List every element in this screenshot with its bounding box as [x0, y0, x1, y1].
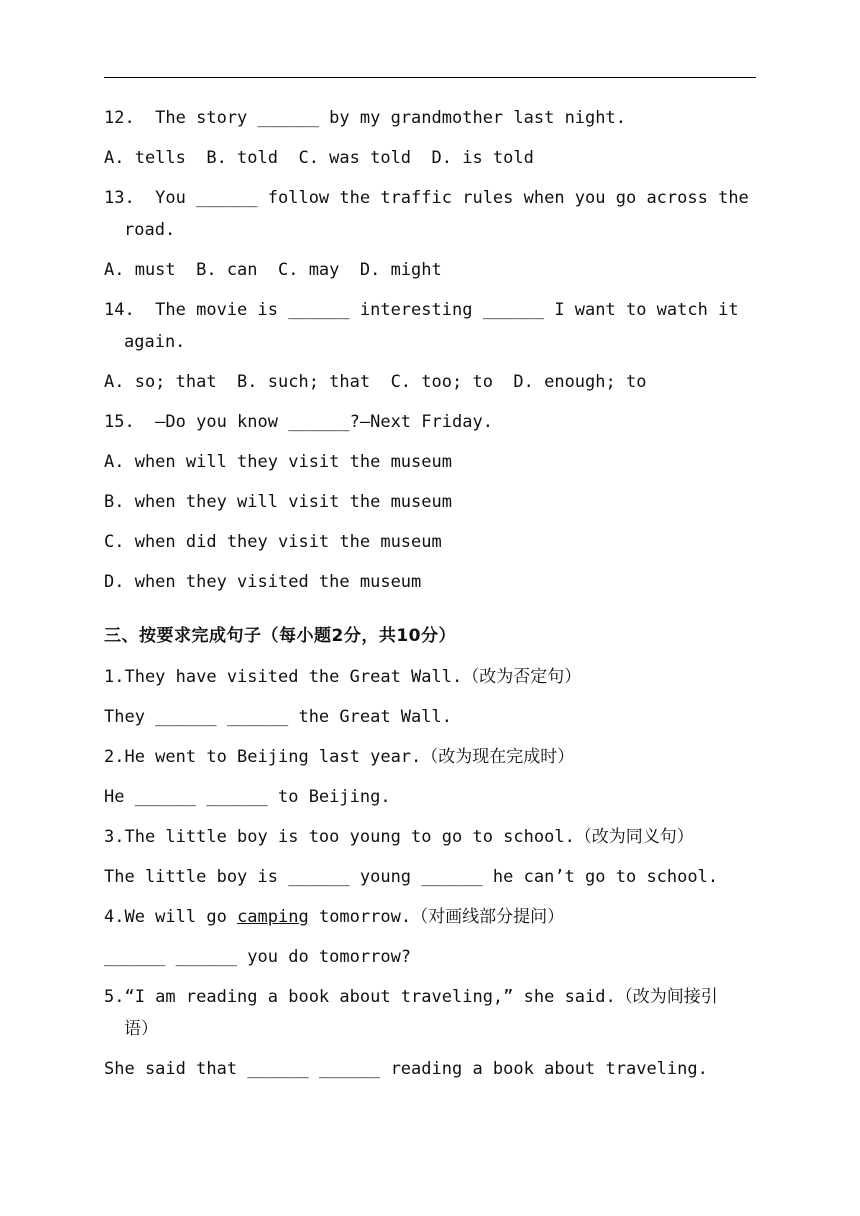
s5-question-continued: 语） — [124, 1019, 158, 1039]
q15-option-c: C. when did they visit the museum — [104, 532, 442, 552]
q13-stem: 13. You ______ follow the traffic rules when you go across the — [104, 188, 749, 208]
q15-option-d: D. when they visited the museum — [104, 572, 422, 592]
s3-question: 3.The little boy is too young to go to school.（改为同义句） — [104, 827, 694, 847]
header-rule — [104, 77, 756, 78]
s2-answer-line: He ______ ______ to Beijing. — [104, 787, 391, 807]
q13-stem-continued: road. — [124, 220, 176, 240]
q14-options: A. so; that B. such; that C. too; to D. enough; to — [104, 372, 647, 392]
q12-options: A. tells B. told C. was told D. is told — [104, 148, 534, 168]
s4-question-start: 4.We will go — [104, 907, 238, 927]
q15-stem: 15. —Do you know ______?—Next Friday. — [104, 412, 493, 432]
q15-option-a: A. when will they visit the museum — [104, 452, 452, 472]
s4-underlined-word: camping — [237, 907, 309, 927]
q14-stem: 14. The movie is ______ interesting ______ I want to watch it — [104, 300, 739, 320]
q12-stem: 12. The story ______ by my grandmother last night. — [104, 108, 626, 128]
q15-option-b: B. when they will visit the museum — [104, 492, 452, 512]
s2-question: 2.He went to Beijing last year.（改为现在完成时） — [104, 747, 575, 767]
s5-answer-line: She said that ______ ______ reading a book about traveling. — [104, 1059, 708, 1079]
section-3-heading: 三、按要求完成句子（每小题2分，共10分） — [104, 626, 456, 646]
s1-answer-line: They ______ ______ the Great Wall. — [104, 707, 452, 727]
q14-stem-continued: again. — [124, 332, 186, 352]
s4-answer-line: ______ ______ you do tomorrow? — [104, 947, 412, 967]
s5-question: 5.“I am reading a book about traveling,” she said.（改为间接引 — [104, 987, 718, 1007]
s1-question: 1.They have visited the Great Wall.（改为否定句） — [104, 667, 582, 687]
q13-options: A. must B. can C. may D. might — [104, 260, 442, 280]
s3-answer-line: The little boy is ______ young ______ he can’t go to school. — [104, 867, 719, 887]
s4-question — [104, 907, 760, 927]
s4-question-end: tomorrow.（对画线部分提问） — [308, 907, 565, 927]
